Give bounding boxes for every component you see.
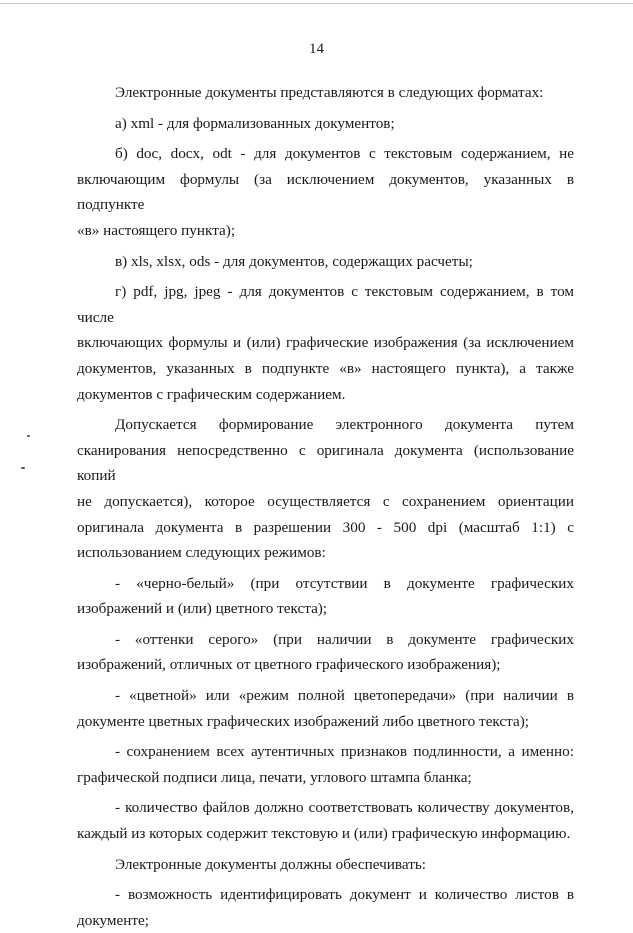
paragraph-line: - сохранением всех аутентичных признаков подлинности, а именно: — [115, 743, 574, 761]
page-number: 14 — [309, 41, 324, 57]
paragraph-line: Электронные документы должны обеспечивать: — [115, 855, 426, 873]
scan-edge-line — [0, 3, 633, 4]
paragraph-line: а) xml - для формализованных документов; — [115, 114, 395, 132]
paragraph-line: документе; — [77, 911, 149, 929]
paragraph-line: Допускается формирование электронного документа путем — [115, 416, 574, 434]
paragraph-line: - возможность идентифицировать документ и количество листов в — [115, 886, 574, 904]
paragraph-line: «в» настоящего пункта); — [77, 221, 236, 239]
paragraph-line: изображений и (или) цветного текста); — [77, 600, 328, 618]
paragraph-line: Электронные документы представляются в следующих форматах: — [115, 84, 544, 101]
paragraph-line: - «черно-белый» (при отсутствии в документе графических — [115, 574, 574, 592]
document-body — [77, 80, 574, 933]
paragraph-line: б) doc, docx, odt - для документов с текстовым содержанием, не — [115, 145, 574, 163]
paragraph-line: в) xls, xlsx, ods - для документов, содержащих расчеты; — [115, 252, 473, 270]
paragraph-line: документов с графическим содержанием. — [77, 385, 346, 403]
paragraph-line: документе цветных графических изображений либо цветного текста); — [77, 712, 530, 730]
paragraph-line: включающих формулы и (или) графические изображения (за исключением — [77, 334, 574, 352]
paragraph-line: включающим формулы (за исключением документов, указанных в подпункте — [77, 170, 574, 214]
paragraph-line: не допускается), которое осуществляется с сохранением ориентации — [77, 492, 574, 510]
paragraph-line: каждый из которых содержит текстовую и (или) графическую информацию. — [77, 825, 571, 843]
paragraph-line: сканирования непосредственно с оригинала документа (использование копий — [77, 441, 574, 485]
paragraph-line: г) pdf, jpg, jpeg - для документов с текстовым содержанием, в том числе — [77, 283, 574, 326]
paragraph-line: документов, указанных в подпункте «в» настоящего пункта), а также — [77, 359, 574, 377]
paragraph-line: графической подписи лица, печати, углового штампа бланка; — [77, 768, 472, 786]
scan-speck — [27, 435, 30, 437]
paragraph-line: изображений, отличных от цветного графического изображения); — [77, 656, 501, 674]
paragraph-line: использованием следующих режимов: — [77, 544, 326, 562]
scan-speck — [21, 467, 25, 469]
paragraph-line: оригинала документа в разрешении 300 - 500 dpi (масштаб 1:1) с — [77, 518, 574, 536]
paragraph-line: - «цветной» или «режим полной цветопередачи» (при наличии в — [115, 687, 574, 705]
paragraph-line: - «оттенки серого» (при наличии в документе графических — [115, 630, 574, 648]
paragraph-line: - количество файлов должно соответствовать количеству документов, — [115, 799, 574, 817]
